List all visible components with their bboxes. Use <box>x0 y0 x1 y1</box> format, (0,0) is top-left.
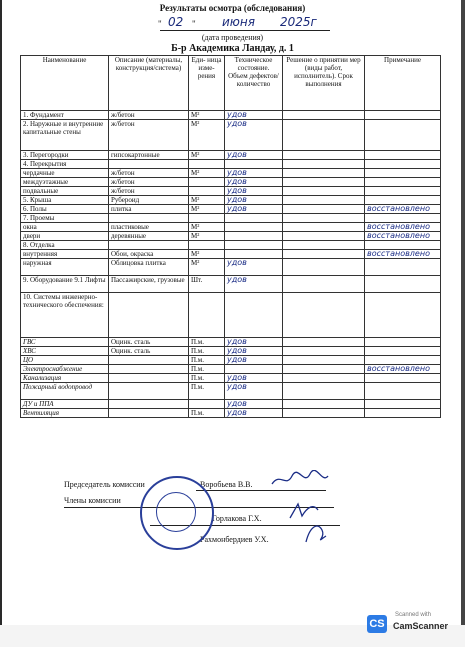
description-cell: Облицовка плитка <box>109 259 189 276</box>
condition-cell: удов <box>225 178 283 187</box>
decision-cell <box>283 151 365 160</box>
decision-cell <box>283 178 365 187</box>
unit-cell <box>189 214 225 223</box>
description-cell <box>109 293 189 338</box>
table-row <box>21 120 441 151</box>
table-row <box>21 232 441 241</box>
table-header-row <box>21 56 441 111</box>
condition-cell: удов <box>225 196 283 205</box>
decision-cell <box>283 250 365 259</box>
unit-cell <box>189 160 225 169</box>
item-name-cell: чердачные <box>21 169 109 178</box>
condition-cell: удов <box>225 120 283 151</box>
item-name-cell: двери <box>21 232 109 241</box>
decision-cell <box>283 111 365 120</box>
decision-cell <box>283 232 365 241</box>
item-name-cell: 2. Наружные и внутренние капитальные стены <box>21 120 109 151</box>
table-row <box>21 196 441 205</box>
note-cell <box>365 259 441 276</box>
note-cell <box>365 276 441 293</box>
note-cell <box>365 241 441 250</box>
table-row <box>21 374 441 383</box>
condition-cell: удов <box>225 259 283 276</box>
note-cell <box>365 356 441 365</box>
table-row <box>21 214 441 223</box>
description-cell: плитка <box>109 205 189 214</box>
description-cell: Обои, окраска <box>109 250 189 259</box>
note-cell <box>365 160 441 169</box>
column-header: Наименование <box>21 56 109 111</box>
description-cell <box>109 365 189 374</box>
table-row <box>21 276 441 293</box>
note-cell <box>365 293 441 338</box>
unit-cell: М² <box>189 232 225 241</box>
description-cell <box>109 374 189 383</box>
condition-cell <box>225 293 283 338</box>
description-cell <box>109 356 189 365</box>
column-header: Решение о принятии мер (виды работ, исполнитель). Срок выполнения <box>283 56 365 111</box>
unit-cell: П.м. <box>189 409 225 418</box>
unit-cell: П.м. <box>189 338 225 347</box>
table-row <box>21 223 441 232</box>
description-cell: пластиковые <box>109 223 189 232</box>
description-cell <box>109 160 189 169</box>
condition-cell <box>225 160 283 169</box>
note-cell <box>365 178 441 187</box>
camscanner-logo-icon: CS <box>367 615 387 633</box>
unit-cell <box>189 187 225 196</box>
description-cell <box>109 383 189 400</box>
decision-cell <box>283 169 365 178</box>
table-row <box>21 250 441 259</box>
member1-signature <box>286 500 322 522</box>
condition-cell: удов <box>225 374 283 383</box>
unit-cell: М² <box>189 259 225 276</box>
note-cell: восстановлено <box>365 365 441 374</box>
quote-mark: " <box>192 19 196 29</box>
document-title: Результаты осмотра (обследования) <box>159 3 306 13</box>
description-cell: ж/бетон <box>109 178 189 187</box>
note-cell <box>365 338 441 347</box>
description-cell: ж/бетон <box>109 169 189 178</box>
table-row <box>21 205 441 214</box>
table-row <box>21 160 441 169</box>
chair-signature <box>270 470 330 490</box>
condition-cell: удов <box>225 400 283 409</box>
note-cell <box>365 169 441 178</box>
table-row <box>21 356 441 365</box>
note-cell: восстановлено <box>365 223 441 232</box>
item-name-cell: 7. Проемы <box>21 214 109 223</box>
decision-cell <box>283 374 365 383</box>
column-header: Примечание <box>365 56 441 111</box>
table-row <box>21 338 441 347</box>
note-cell <box>365 187 441 196</box>
official-stamp <box>140 476 214 550</box>
condition-cell <box>225 250 283 259</box>
signature-line <box>196 490 326 491</box>
table-row <box>21 409 441 418</box>
unit-cell <box>189 178 225 187</box>
column-header: Техническое состояние. Объем дефектов/ количество <box>225 56 283 111</box>
date-day: 02 <box>168 15 184 29</box>
note-cell <box>365 409 441 418</box>
note-cell <box>365 374 441 383</box>
watermark-caption: Scanned with <box>395 612 432 618</box>
note-cell <box>365 383 441 400</box>
table-row <box>21 169 441 178</box>
decision-cell <box>283 120 365 151</box>
condition-cell: удов <box>225 205 283 214</box>
item-name-cell: 6. Полы <box>21 205 109 214</box>
item-name-cell: наружная <box>21 259 109 276</box>
condition-cell <box>225 365 283 374</box>
description-cell: ж/бетон <box>109 111 189 120</box>
decision-cell <box>283 347 365 356</box>
column-header: Описание (материалы, конструкция/система) <box>109 56 189 111</box>
unit-cell: М² <box>189 120 225 151</box>
note-cell: восстановлено <box>365 232 441 241</box>
building-address: Б-р Академика Ландау, д. 1 <box>171 43 294 54</box>
condition-cell <box>225 223 283 232</box>
decision-cell <box>283 214 365 223</box>
item-name-cell: окна <box>21 223 109 232</box>
condition-cell: удов <box>225 111 283 120</box>
inspection-table <box>20 55 441 418</box>
decision-cell <box>283 241 365 250</box>
decision-cell <box>283 259 365 276</box>
decision-cell <box>283 338 365 347</box>
unit-cell: Шт. <box>189 276 225 293</box>
condition-cell: удов <box>225 151 283 160</box>
condition-cell: удов <box>225 276 283 293</box>
date-month: июня <box>222 15 255 29</box>
condition-cell: удов <box>225 356 283 365</box>
decision-cell <box>283 365 365 374</box>
condition-cell: удов <box>225 169 283 178</box>
unit-cell: М² <box>189 205 225 214</box>
item-name-cell: внутренняя <box>21 250 109 259</box>
table-row <box>21 241 441 250</box>
description-cell <box>109 214 189 223</box>
condition-cell: удов <box>225 187 283 196</box>
item-name-cell: 10. Системы инженерно- технического обеспечения: <box>21 293 109 338</box>
table-row <box>21 259 441 276</box>
condition-cell: удов <box>225 338 283 347</box>
description-cell: ж/бетон <box>109 187 189 196</box>
item-name-cell: 1. Фундамент <box>21 111 109 120</box>
unit-cell: М² <box>189 223 225 232</box>
decision-cell <box>283 276 365 293</box>
condition-cell: удов <box>225 347 283 356</box>
note-cell <box>365 151 441 160</box>
unit-cell <box>189 400 225 409</box>
table-row <box>21 151 441 160</box>
unit-cell: М² <box>189 151 225 160</box>
table-row <box>21 365 441 374</box>
scan-left-edge <box>0 0 2 647</box>
table-row <box>21 187 441 196</box>
chair-role: Председатель комиссии <box>64 480 145 489</box>
note-cell: восстановлено <box>365 250 441 259</box>
date-year: 2025г <box>280 15 317 29</box>
item-name-cell: междуэтажные <box>21 178 109 187</box>
item-name-cell: подвальные <box>21 187 109 196</box>
decision-cell <box>283 187 365 196</box>
camscanner-watermark <box>367 611 457 635</box>
note-cell: восстановлено <box>365 205 441 214</box>
item-name-cell: ГВС <box>21 338 109 347</box>
date-underline <box>160 30 330 31</box>
description-cell: Рубероид <box>109 196 189 205</box>
date-caption: (дата проведения) <box>201 33 264 42</box>
description-cell: Пассажирские, грузовые <box>109 276 189 293</box>
condition-cell: удов <box>225 409 283 418</box>
members-role: Члены комиссии <box>64 496 121 505</box>
table-row <box>21 178 441 187</box>
member2-signature <box>300 520 330 546</box>
decision-cell <box>283 409 365 418</box>
item-name-cell: Пожарный водопровод <box>21 383 109 400</box>
table-row <box>21 293 441 338</box>
decision-cell <box>283 356 365 365</box>
item-name-cell: ДУ и ППА <box>21 400 109 409</box>
chair-name: Воробьева В.В. <box>200 480 253 489</box>
description-cell <box>109 409 189 418</box>
unit-cell: П.м. <box>189 356 225 365</box>
item-name-cell: 3. Перегородки <box>21 151 109 160</box>
item-name-cell: 9. Оборудование 9.1 Лифты <box>21 276 109 293</box>
unit-cell: П.м. <box>189 383 225 400</box>
item-name-cell: 8. Отделка <box>21 241 109 250</box>
unit-cell: М² <box>189 250 225 259</box>
unit-cell: М² <box>189 169 225 178</box>
condition-cell <box>225 241 283 250</box>
table-row <box>21 400 441 409</box>
unit-cell <box>189 293 225 338</box>
note-cell <box>365 196 441 205</box>
condition-cell <box>225 232 283 241</box>
unit-cell: П.м. <box>189 374 225 383</box>
note-cell <box>365 120 441 151</box>
unit-cell: П.м. <box>189 365 225 374</box>
scan-right-edge <box>461 0 465 647</box>
description-cell <box>109 400 189 409</box>
description-cell <box>109 241 189 250</box>
decision-cell <box>283 205 365 214</box>
unit-cell: П.м. <box>189 347 225 356</box>
description-cell: деревянные <box>109 232 189 241</box>
description-cell: ж/бетон <box>109 120 189 151</box>
table-row <box>21 347 441 356</box>
decision-cell <box>283 400 365 409</box>
decision-cell <box>283 160 365 169</box>
item-name-cell: Электроснабжение <box>21 365 109 374</box>
item-name-cell: 5. Крыша <box>21 196 109 205</box>
item-name-cell: Канализация <box>21 374 109 383</box>
condition-cell <box>225 214 283 223</box>
item-name-cell: ЦО <box>21 356 109 365</box>
description-cell: Оцинк. сталь <box>109 347 189 356</box>
unit-cell <box>189 241 225 250</box>
item-name-cell: ХВС <box>21 347 109 356</box>
watermark-brand: CamScanner <box>393 621 449 631</box>
condition-cell: удов <box>225 383 283 400</box>
table-row <box>21 111 441 120</box>
item-name-cell: Вентиляция <box>21 409 109 418</box>
quote-mark: " <box>158 19 162 29</box>
member2-name: Рахмонбердиев У.Х. <box>200 535 269 544</box>
decision-cell <box>283 223 365 232</box>
decision-cell <box>283 383 365 400</box>
note-cell <box>365 347 441 356</box>
note-cell <box>365 111 441 120</box>
note-cell <box>365 400 441 409</box>
unit-cell: М² <box>189 196 225 205</box>
item-name-cell: 4. Перекрытия <box>21 160 109 169</box>
decision-cell <box>283 196 365 205</box>
note-cell <box>365 214 441 223</box>
unit-cell: М² <box>189 111 225 120</box>
table-row <box>21 383 441 400</box>
description-cell: гипсокартонные <box>109 151 189 160</box>
decision-cell <box>283 293 365 338</box>
member1-name: Горлакова Г.Х. <box>212 514 262 523</box>
description-cell: Оцинк. сталь <box>109 338 189 347</box>
column-header: Еди- ница изме- рения <box>189 56 225 111</box>
